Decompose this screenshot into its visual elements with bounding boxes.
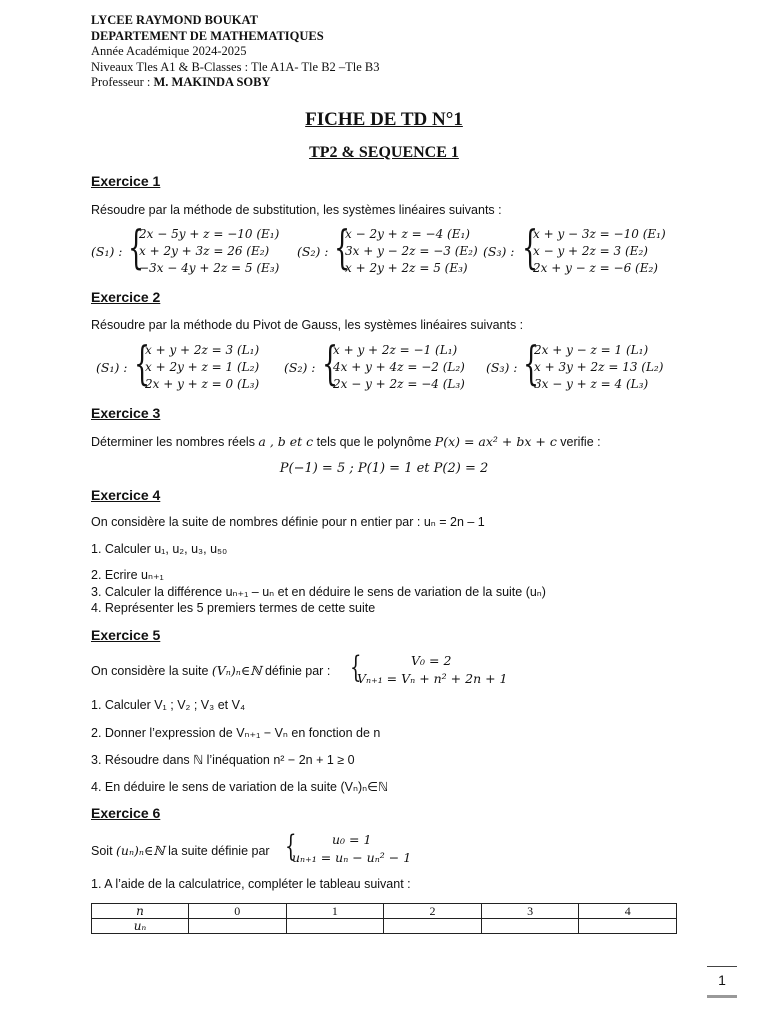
exercise-4-title: Exercice 4 [91, 487, 161, 503]
table-row [92, 904, 677, 919]
exercise-4-intro: On considère la suite de nombres définie pour n entier par : uₙ = 2n – 1 [91, 515, 485, 529]
ex2-s2-brace: { [322, 336, 339, 390]
ex6-intro-a: Soit [91, 844, 117, 858]
table-row [92, 919, 677, 934]
table-cell: 2 [384, 904, 482, 919]
ex2-s3-brace: { [523, 336, 540, 390]
exercise-6-intro [91, 843, 270, 858]
exercise-3-statement [91, 434, 601, 449]
ex2-system-2 [333, 342, 465, 393]
exercise-5-title: Exercice 5 [91, 627, 161, 643]
page-title: FICHE DE TD N°1 [305, 109, 463, 130]
ex2-s1-label: (S₁) : [96, 360, 128, 375]
ex4-question-2: 2. Ecrire uₙ₊₁ [91, 568, 164, 582]
ex1-s1-eq2: x + 2y + 3z = 26 (E₂) [139, 244, 270, 258]
ex1-s1-brace: { [128, 220, 145, 274]
professor-name: M. MAKINDA SOBY [153, 75, 271, 89]
ex5-question-2: 2. Donner l’expression de Vₙ₊₁ − Vₙ en fonction de n [91, 726, 381, 740]
page-number-box [707, 966, 737, 998]
exercise-2-title: Exercice 2 [91, 289, 161, 305]
ex2-system-1 [145, 342, 259, 393]
exercise-1-intro: Résoudre par la méthode de substitution, les systèmes linéaires suivants : [91, 203, 502, 217]
page-number: 1 [718, 972, 726, 988]
professor-label: Professeur : [91, 75, 154, 89]
ex4-question-4: 4. Représenter les 5 premiers termes de cette suite [91, 601, 376, 615]
ex1-s1-eq3: −3x − 4y + 2z = 5 (E₃) [139, 261, 280, 275]
ex6-def-initial: u₀ = 1 [332, 832, 372, 847]
ex6-definition [292, 831, 411, 867]
ex5-intro-b: définie par : [261, 664, 331, 678]
ex1-s3-label: (S₃) : [483, 244, 515, 259]
exercise-5-intro [91, 663, 330, 678]
ex1-s1-label: (S₁) : [91, 244, 123, 259]
ex3-polynomial: P(x) = ax² + bx + c [434, 434, 557, 449]
exercise-3-title: Exercice 3 [91, 405, 161, 421]
page-subtitle: TP2 & SEQUENCE 1 [309, 144, 459, 161]
ex3-variables: a , b et c [258, 434, 314, 449]
table-cell-empty[interactable] [579, 919, 677, 934]
ex5-question-3: 3. Résoudre dans ℕ l’inéquation n² − 2n + 1 ≥ 0 [91, 753, 355, 767]
department-name: DEPARTEMENT DE MATHEMATIQUES [91, 28, 324, 43]
ex1-s2-eq2: 3x + y − 2z = −3 (E₂) [345, 244, 478, 258]
ex1-s2-brace: { [334, 220, 351, 274]
table-header-un: uₙ [92, 919, 189, 934]
ex5-question-1: 1. Calculer V₁ ; V₂ ; V₃ et V₄ [91, 698, 246, 712]
ex1-s3-eq3: 2x + y − z = −6 (E₂) [533, 261, 658, 275]
ex5-def-recurrence: Vₙ₊₁ = Vₙ + n² + 2n + 1 [357, 671, 508, 686]
ex1-system-2 [345, 226, 478, 277]
ex6-intro-b: la suite définie par [164, 844, 270, 858]
ex1-s1-eq1: 2x − 5y + z = −10 (E₁) [139, 227, 280, 241]
ex5-brace: { [350, 650, 362, 685]
ex1-s3-eq2: x − y + 2z = 3 (E₂) [533, 244, 648, 258]
exercise-2-intro: Résoudre par la méthode du Pivot de Gauss, les systèmes linéaires suivants : [91, 318, 524, 332]
values-table [91, 903, 677, 934]
ex6-def-recurrence: uₙ₊₁ = uₙ − uₙ² − 1 [292, 850, 412, 865]
ex3-text-c: verifie : [556, 435, 601, 449]
academic-year: Année Académique 2024-2025 [91, 44, 247, 58]
ex4-question-1: 1. Calculer u₁, u₂, u₃, u₅₀ [91, 542, 228, 556]
ex5-sequence: (Vₙ)ₙ∈ℕ [211, 663, 262, 678]
table-cell: 4 [579, 904, 677, 919]
table-cell-empty[interactable] [286, 919, 384, 934]
ex2-s1-eq2: x + 2y + z = 1 (L₂) [145, 360, 260, 374]
ex5-def-initial: V₀ = 2 [411, 653, 452, 668]
document-header [91, 13, 380, 91]
ex2-system-3 [534, 342, 663, 393]
ex2-s3-label: (S₃) : [486, 360, 518, 375]
ex3-conditions: P(−1) = 5 ; P(1) = 1 et P(2) = 2 [279, 461, 489, 476]
ex2-s3-eq3: 3x − y + z = 4 (L₃) [534, 377, 649, 391]
ex6-question-1: 1. A l’aide de la calculatrice, compléter le tableau suivant : [91, 877, 411, 891]
ex1-system-3 [533, 226, 666, 277]
ex2-s1-eq3: 2x + y + z = 0 (L₃) [145, 377, 260, 391]
table-cell: 0 [189, 904, 287, 919]
ex4-question-3: 3. Calculer la différence uₙ₊₁ – uₙ et en déduire le sens de variation de la suite (uₙ) [91, 585, 546, 599]
table-cell-empty[interactable] [189, 919, 287, 934]
ex2-s2-eq2: 4x + y + 4z = −2 (L₂) [333, 360, 465, 374]
ex2-s2-label: (S₂) : [284, 360, 316, 375]
ex5-intro-a: On considère la suite [91, 664, 212, 678]
ex2-s3-eq1: 2x + y − z = 1 (L₁) [534, 343, 649, 357]
ex1-s3-eq1: x + y − 3z = −10 (E₁) [533, 227, 666, 241]
ex3-text-b: tels que le polynôme [313, 435, 435, 449]
ex1-s2-label: (S₂) : [297, 244, 329, 259]
ex2-s3-eq2: x + 3y + 2z = 13 (L₂) [534, 360, 664, 374]
ex1-s3-brace: { [522, 220, 539, 274]
ex1-s2-eq3: x + 2y + 2z = 5 (E₃) [345, 261, 468, 275]
table-cell: 3 [481, 904, 579, 919]
school-name: LYCEE RAYMOND BOUKAT [91, 13, 258, 27]
ex6-sequence: (uₙ)ₙ∈ℕ [116, 843, 165, 858]
ex2-s2-eq1: x + y + 2z = −1 (L₁) [333, 343, 458, 357]
ex1-system-1 [139, 226, 279, 277]
table-cell-empty[interactable] [384, 919, 482, 934]
ex5-definition [357, 652, 508, 688]
exercise-1-title: Exercice 1 [91, 173, 161, 189]
table-cell: 1 [286, 904, 384, 919]
exercise-6-title: Exercice 6 [91, 805, 161, 821]
ex1-s2-eq1: x − 2y + z = −4 (E₁) [345, 227, 470, 241]
professor-line [91, 75, 380, 91]
levels-classes: Niveaux Tles A1 & B-Classes : Tle A1A- Tle B2 –Tle B3 [91, 59, 380, 74]
ex2-s2-eq3: 2x − y + 2z = −4 (L₃) [333, 377, 465, 391]
table-cell-empty[interactable] [481, 919, 579, 934]
ex2-s1-eq1: x + y + 2z = 3 (L₁) [145, 343, 260, 357]
ex6-brace: { [285, 829, 297, 864]
ex2-s1-brace: { [134, 336, 151, 390]
table-header-n: n [92, 904, 189, 919]
ex5-question-4: 4. En déduire le sens de variation de la suite (Vₙ)ₙ∈ℕ [91, 780, 388, 794]
ex3-text-a: Déterminer les nombres réels [91, 435, 259, 449]
